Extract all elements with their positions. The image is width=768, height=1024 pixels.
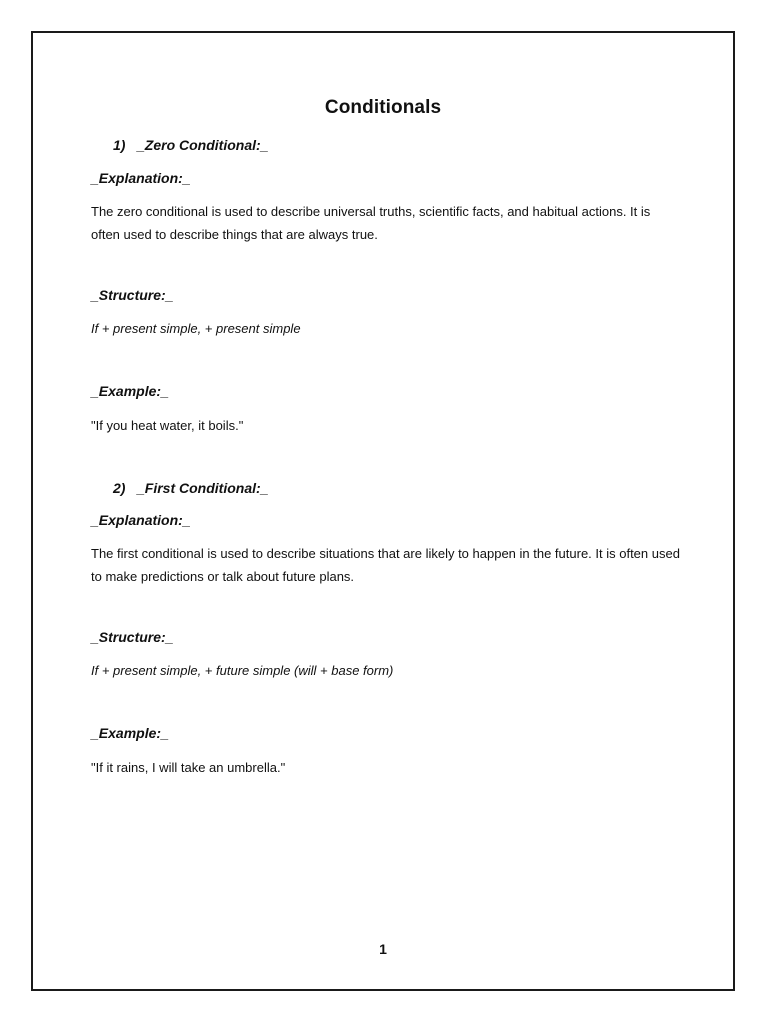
structure-label: _Structure:_	[91, 629, 174, 645]
example-text: "If you heat water, it boils."	[91, 418, 244, 433]
document-page	[31, 31, 735, 991]
explanation-label: _Explanation:_	[91, 170, 191, 186]
example-label: _Example:_	[91, 383, 169, 399]
explanation-text: The zero conditional is used to describe universal truths, scientific facts, and habitual actions. It is often used to describe things that are always true.	[91, 204, 651, 242]
page-number: 1	[379, 941, 387, 957]
structure-formula: If + present simple, + future simple (will + base form)	[91, 663, 394, 678]
example-text: "If it rains, I will take an umbrella."	[91, 760, 286, 775]
section-heading-text: _Zero Conditional:_	[137, 137, 269, 153]
section-heading-zero-conditional	[91, 137, 703, 153]
explanation-text: The first conditional is used to describe situations that are likely to happen in the future. It is often used to make predictions or talk about future plans.	[91, 546, 680, 584]
structure-label: _Structure:_	[91, 287, 174, 303]
structure-formula: If + present simple, + present simple	[91, 321, 301, 336]
example-label: _Example:_	[91, 725, 169, 741]
section-number: 1)	[113, 137, 126, 153]
section-heading-text: _First Conditional:_	[137, 480, 269, 496]
section-heading-first-conditional	[91, 480, 703, 496]
page-title: Conditionals	[324, 97, 442, 118]
section-number: 2)	[113, 480, 126, 496]
explanation-label: _Explanation:_	[91, 512, 191, 528]
